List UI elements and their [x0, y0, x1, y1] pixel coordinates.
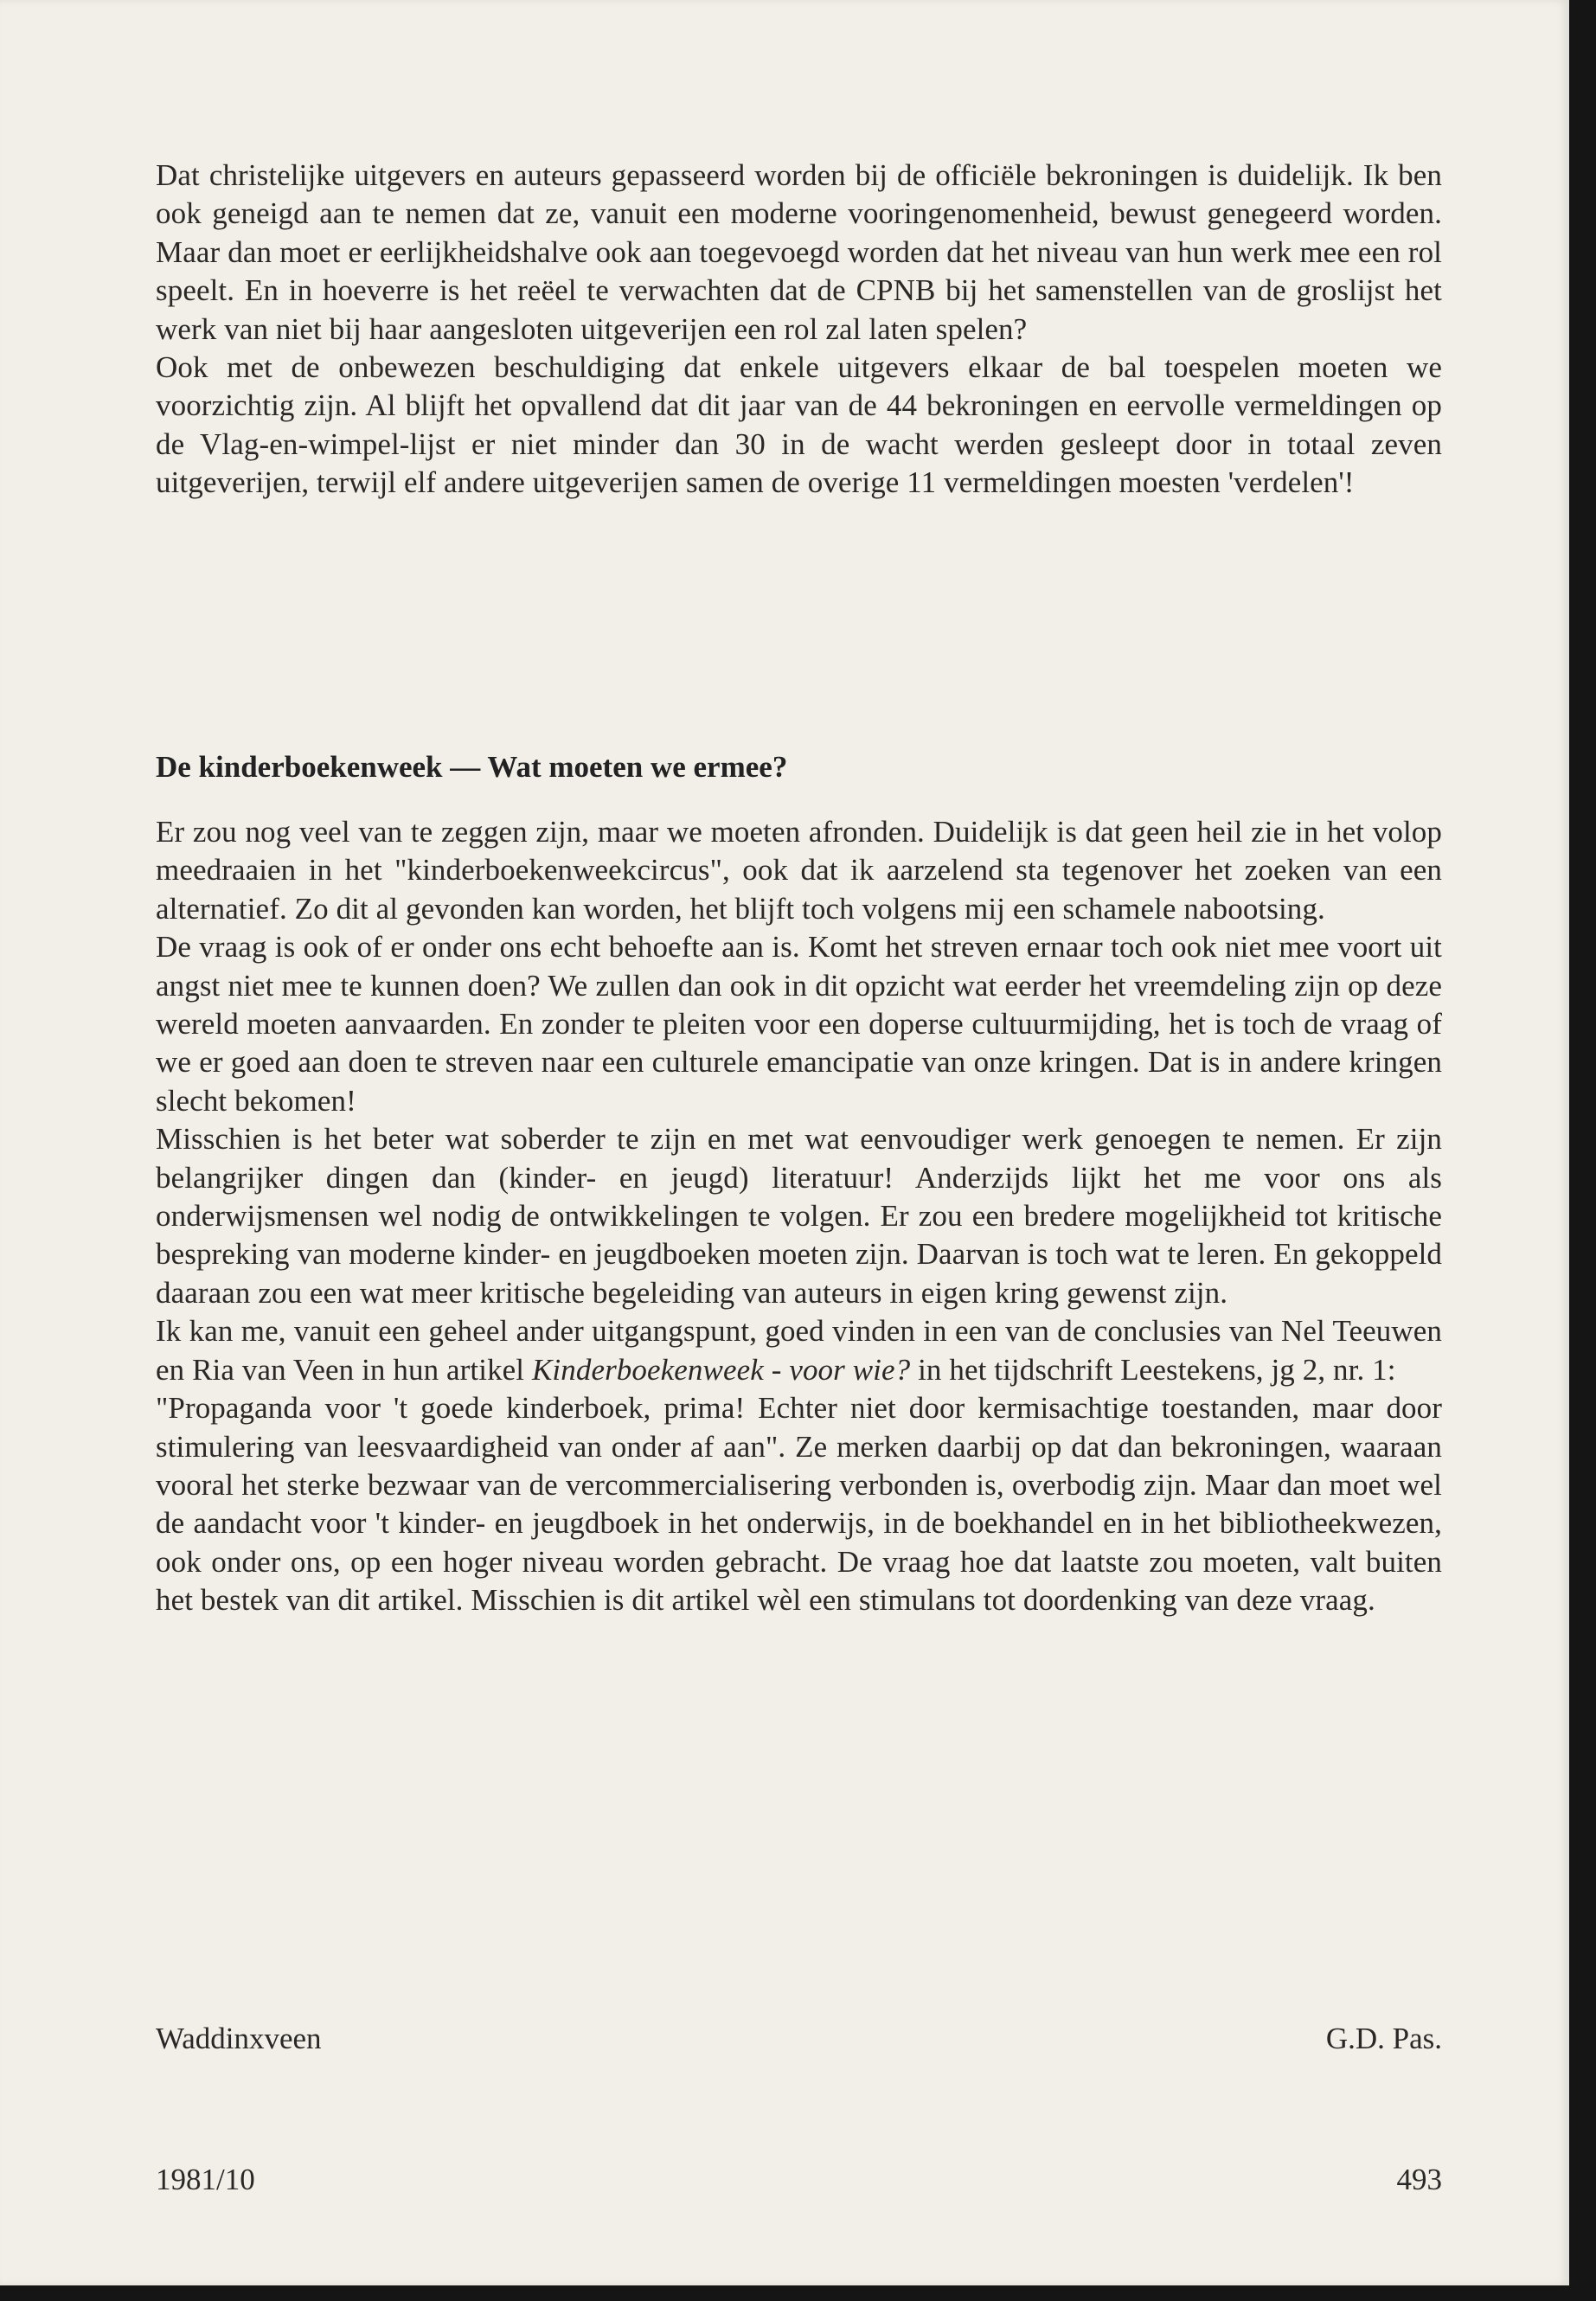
quote-intro-paragraph [156, 1312, 1442, 1389]
paragraph: Misschien is het beter wat soberder te zijn en met wat eenvoudiger werk genoegen te nemen. Er zijn belangrijker dingen dan (kinder- en jeugd) literatuur! Anderzijds lijkt het me voor ons als onderwijsmensen wel nodig de ontwikkelingen te volgen. Er zou een bredere mogelijkheid tot kritische bespreking van moderne kinder- en jeugdboeken moeten zijn. Daarvan is toch wat te leren. En gekoppeld daaraan zou een wat meer kritische begeleiding van auteurs in eigen kring gewenst zijn. [156, 1122, 1442, 1310]
signature-row [156, 2020, 1442, 2058]
quote-intro-text: Ik kan me, vanuit een geheel ander uitgangspunt, goed vinden in een van de conclusies van Nel Teeuwen en Ria van Veen in hun artikel [156, 1314, 1442, 1387]
paragraph: Er zou nog veel van te zeggen zijn, maar we moeten afronden. Duidelijk is dat geen heil zie in het volop meedraaien in het "kinderboekenweekcircus", ook dat ik aarzelend sta tegenover het zoeken van een alternatief. Zo dit al gevonden kan worden, het blijft toch volgens mij een schamele nabootsing. [156, 815, 1442, 926]
article-section-2 [156, 813, 1442, 1620]
paragraph: "Propaganda voor 't goede kinderboek, prima! Echter niet door kermisachtige toestanden, maar door stimulering van leesvaardigheid van onder af aan". Ze merken daarbij op dat dan bekroningen, waaraan vooral het sterke bezwaar van de vercommercialisering verbonden is, overbodig zijn. Maar dan moet wel de aandacht voor 't kinder- en jeugdboek in het onderwijs, in de boekhandel en in het bibliotheekwezen, ook onder ons, op een hoger niveau worden gebracht. De vraag hoe dat laatste zou moeten, valt buiten het bestek van dit artikel. Misschien is dit artikel wèl een stimulans tot doordenking van deze vraag. [156, 1391, 1442, 1618]
signature-author: G.D. Pas. [1325, 2022, 1442, 2055]
issue-number: 1981/10 [156, 2163, 255, 2196]
scan-edge-right [1569, 0, 1596, 2301]
paragraph: Dat christelijke uitgevers en auteurs gepasseerd worden bij de officiële bekroningen is duidelijk. Ik ben ook geneigd aan te nemen dat ze, vanuit een moderne vooringenomenheid, bewust genegeerd worden. Maar dan moet er eerlijkheidshalve ook aan toegevoegd worden dat het niveau van hun werk mee een rol speelt. En in hoeverre is het reëel te verwachten dat de CPNB bij het samenstellen van de groslijst het werk van niet bij haar aangesloten uitgeverijen een rol zal laten spelen? [156, 158, 1442, 346]
scan-edge-bottom [0, 2285, 1596, 2301]
quote-intro-text-end: in het tijdschrift Leestekens, jg 2, nr. 1: [910, 1352, 1396, 1387]
paragraph: Ook met de onbewezen beschuldiging dat enkele uitgevers elkaar de bal toespelen moeten we voorzichtig zijn. Al blijft het opvallend dat dit jaar van de 44 bekroningen en eervolle vermeldingen op de Vlag-en-wimpel-lijst er niet minder dan 30 in de wacht werden gesleept door in totaal zeven uitgeverijen, terwijl elf andere uitgeverijen samen de overige 11 vermeldingen moesten 'verdelen'! [156, 350, 1442, 500]
paragraph: De vraag is ook of er onder ons echt behoefte aan is. Komt het streven ernaar toch ook niet mee voort uit angst niet mee te kunnen doen? We zullen dan ook in dit opzicht wat eerder het vreemdeling zijn op deze wereld moeten aanvaarden. En zonder te pleiten voor een doperse cultuurmijding, het is toch de vraag of we er goed aan doen te streven naar een culturele emancipatie van onze kringen. Dat is in andere kringen slecht bekomen! [156, 930, 1442, 1118]
page-footer [156, 2161, 1442, 2199]
signature-place: Waddinxveen [156, 2022, 322, 2055]
article-title-italic: Kinderboekenweek - voor wie? [531, 1352, 911, 1387]
article-section-1 [156, 157, 1442, 503]
page-number: 493 [1396, 2163, 1442, 2196]
section-heading: De kinderboekenweek — Wat moeten we ermee? [156, 750, 788, 784]
